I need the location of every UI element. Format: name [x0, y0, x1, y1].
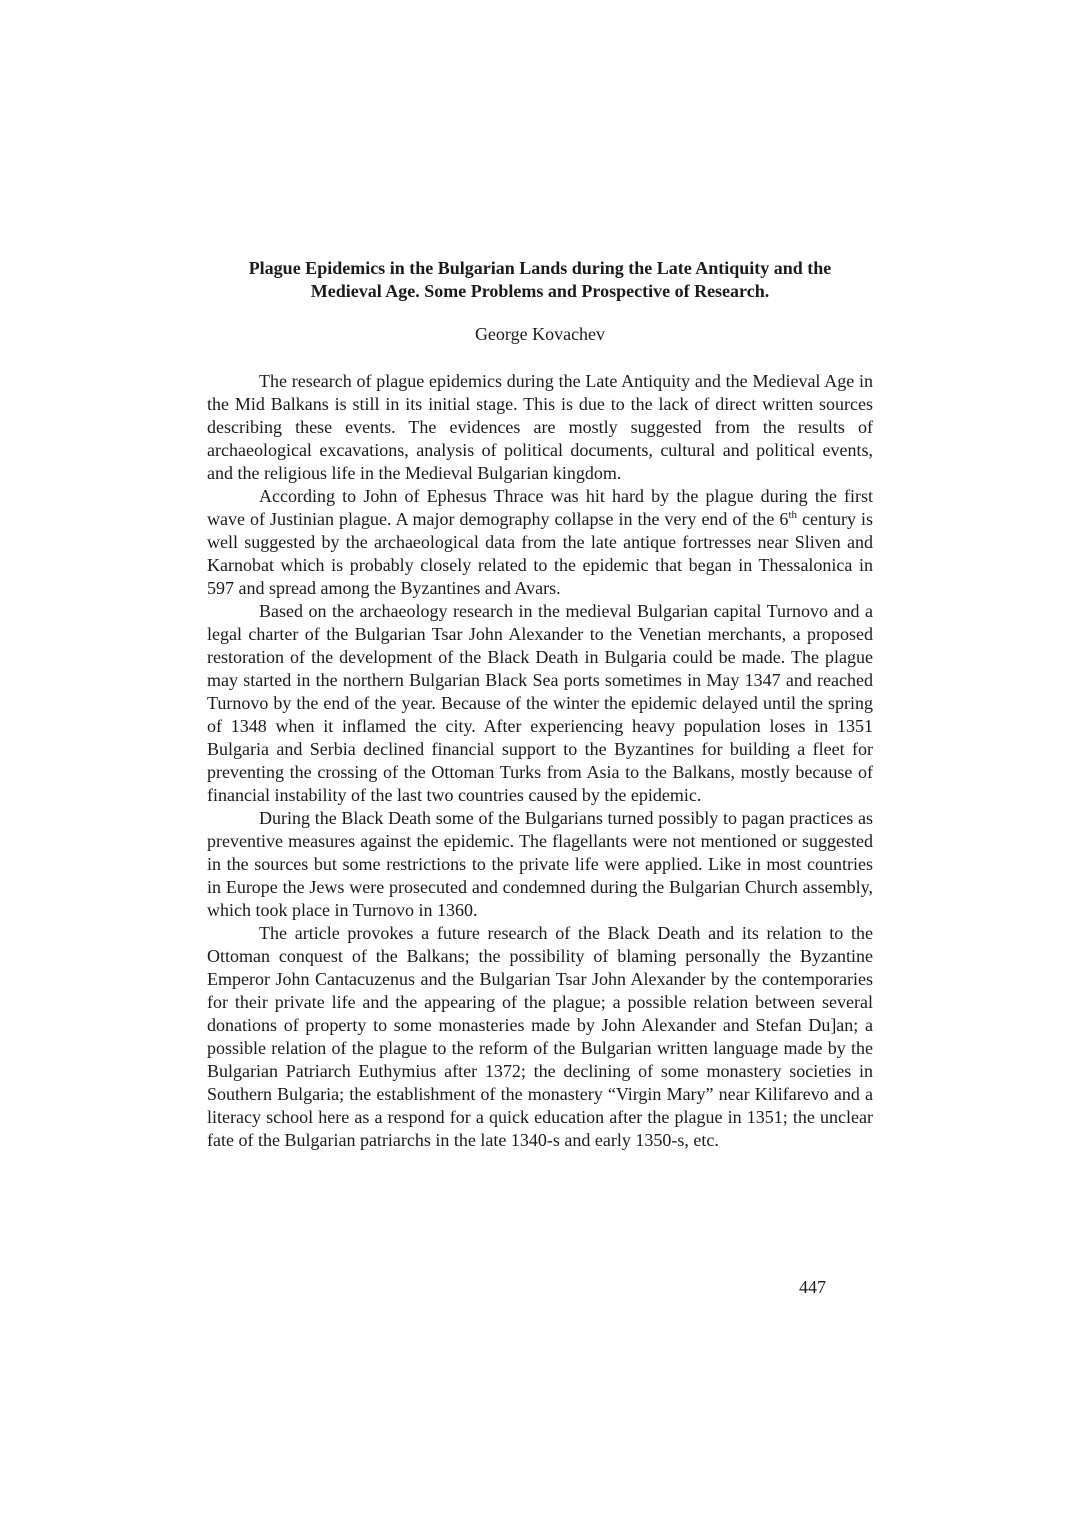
author-name: George Kovachev [474, 324, 606, 344]
paragraph-2-text-a: According to John of Ephesus Thrace was hit hard by the plague during the first wave of Justinian plague. A major demography collapse in the very end of the 6 [207, 486, 873, 529]
paragraph-2 [207, 485, 873, 600]
ordinal-superscript: th [788, 509, 797, 521]
paragraph-2-text-b: century is well suggested by the archaeological data from the late antique fortresses near Sliven and Karnobat which is probably closely related to the epidemic that began in Thessalonica in 597 and spread among the Byzantines and Avars. [207, 509, 873, 598]
abstract-body [207, 370, 873, 1152]
paper-title-line-1: Plague Epidemics in the Bulgarian Lands during the Late Antiquity and the [248, 258, 832, 278]
paragraph-5: The article provokes a future research of the Black Death and its relation to the Ottoman conquest of the Balkans; the possibility of blaming personally the Byzantine Emperor John Cantacuzenus and the Bulgarian Tsar John Alexander by the contemporaries for their private life and the appearing of the plague; a possible relation between several donations of property to some monasteries made by John Alexander and Stefan Du]an; a possible relation of the plague to the reform of the Bulgarian written language made by the Bulgarian Patriarch Euthymius after 1372; the declining of some monastery societies in Southern Bulgaria; the establishment of the monastery “Virgin Mary” near Kilifarevo and a literacy school here as a respond for a quick education after the plague in 1351; the unclear fate of the Bulgarian patriarchs in the late 1340-s and early 1350-s, etc. [207, 923, 873, 1150]
paper-title-line-2: Medieval Age. Some Problems and Prospective of Research. [310, 281, 770, 301]
paragraph-1: The research of plague epidemics during the Late Antiquity and the Medieval Age in the Mid Balkans is still in its initial stage. This is due to the lack of direct written sources describing these events. The evidences are mostly suggested from the results of archaeological excavations, analysis of political documents, cultural and political events, and the religious life in the Medieval Bulgarian kingdom. [207, 371, 873, 483]
paragraph-4: During the Black Death some of the Bulgarians turned possibly to pagan practices as preventive measures against the epidemic. The flagellants were not mentioned or suggested in the sources but some restrictions to the private life were applied. Like in most countries in Europe the Jews were prosecuted and condemned during the Bulgarian Church assembly, which took place in Turnovo in 1360. [207, 808, 873, 920]
paragraph-3: Based on the archaeology research in the medieval Bulgarian capital Turnovo and a legal charter of the Bulgarian Tsar John Alexander to the Venetian merchants, a proposed restoration of the development of the Black Death in Bulgaria could be made. The plague may started in the northern Bulgarian Black Sea ports sometimes in May 1347 and reached Turnovo by the end of the year. Because of the winter the epidemic delayed until the spring of 1348 when it inflamed the city. After experiencing heavy population loses in 1351 Bulgaria and Serbia declined financial support to the Byzantines for building a fleet for preventing the crossing of the Ottoman Turks from Asia to the Balkans, mostly because of financial instability of the last two countries caused by the epidemic. [207, 601, 873, 805]
page-number: 447 [799, 1277, 826, 1297]
paper-title [207, 257, 873, 303]
